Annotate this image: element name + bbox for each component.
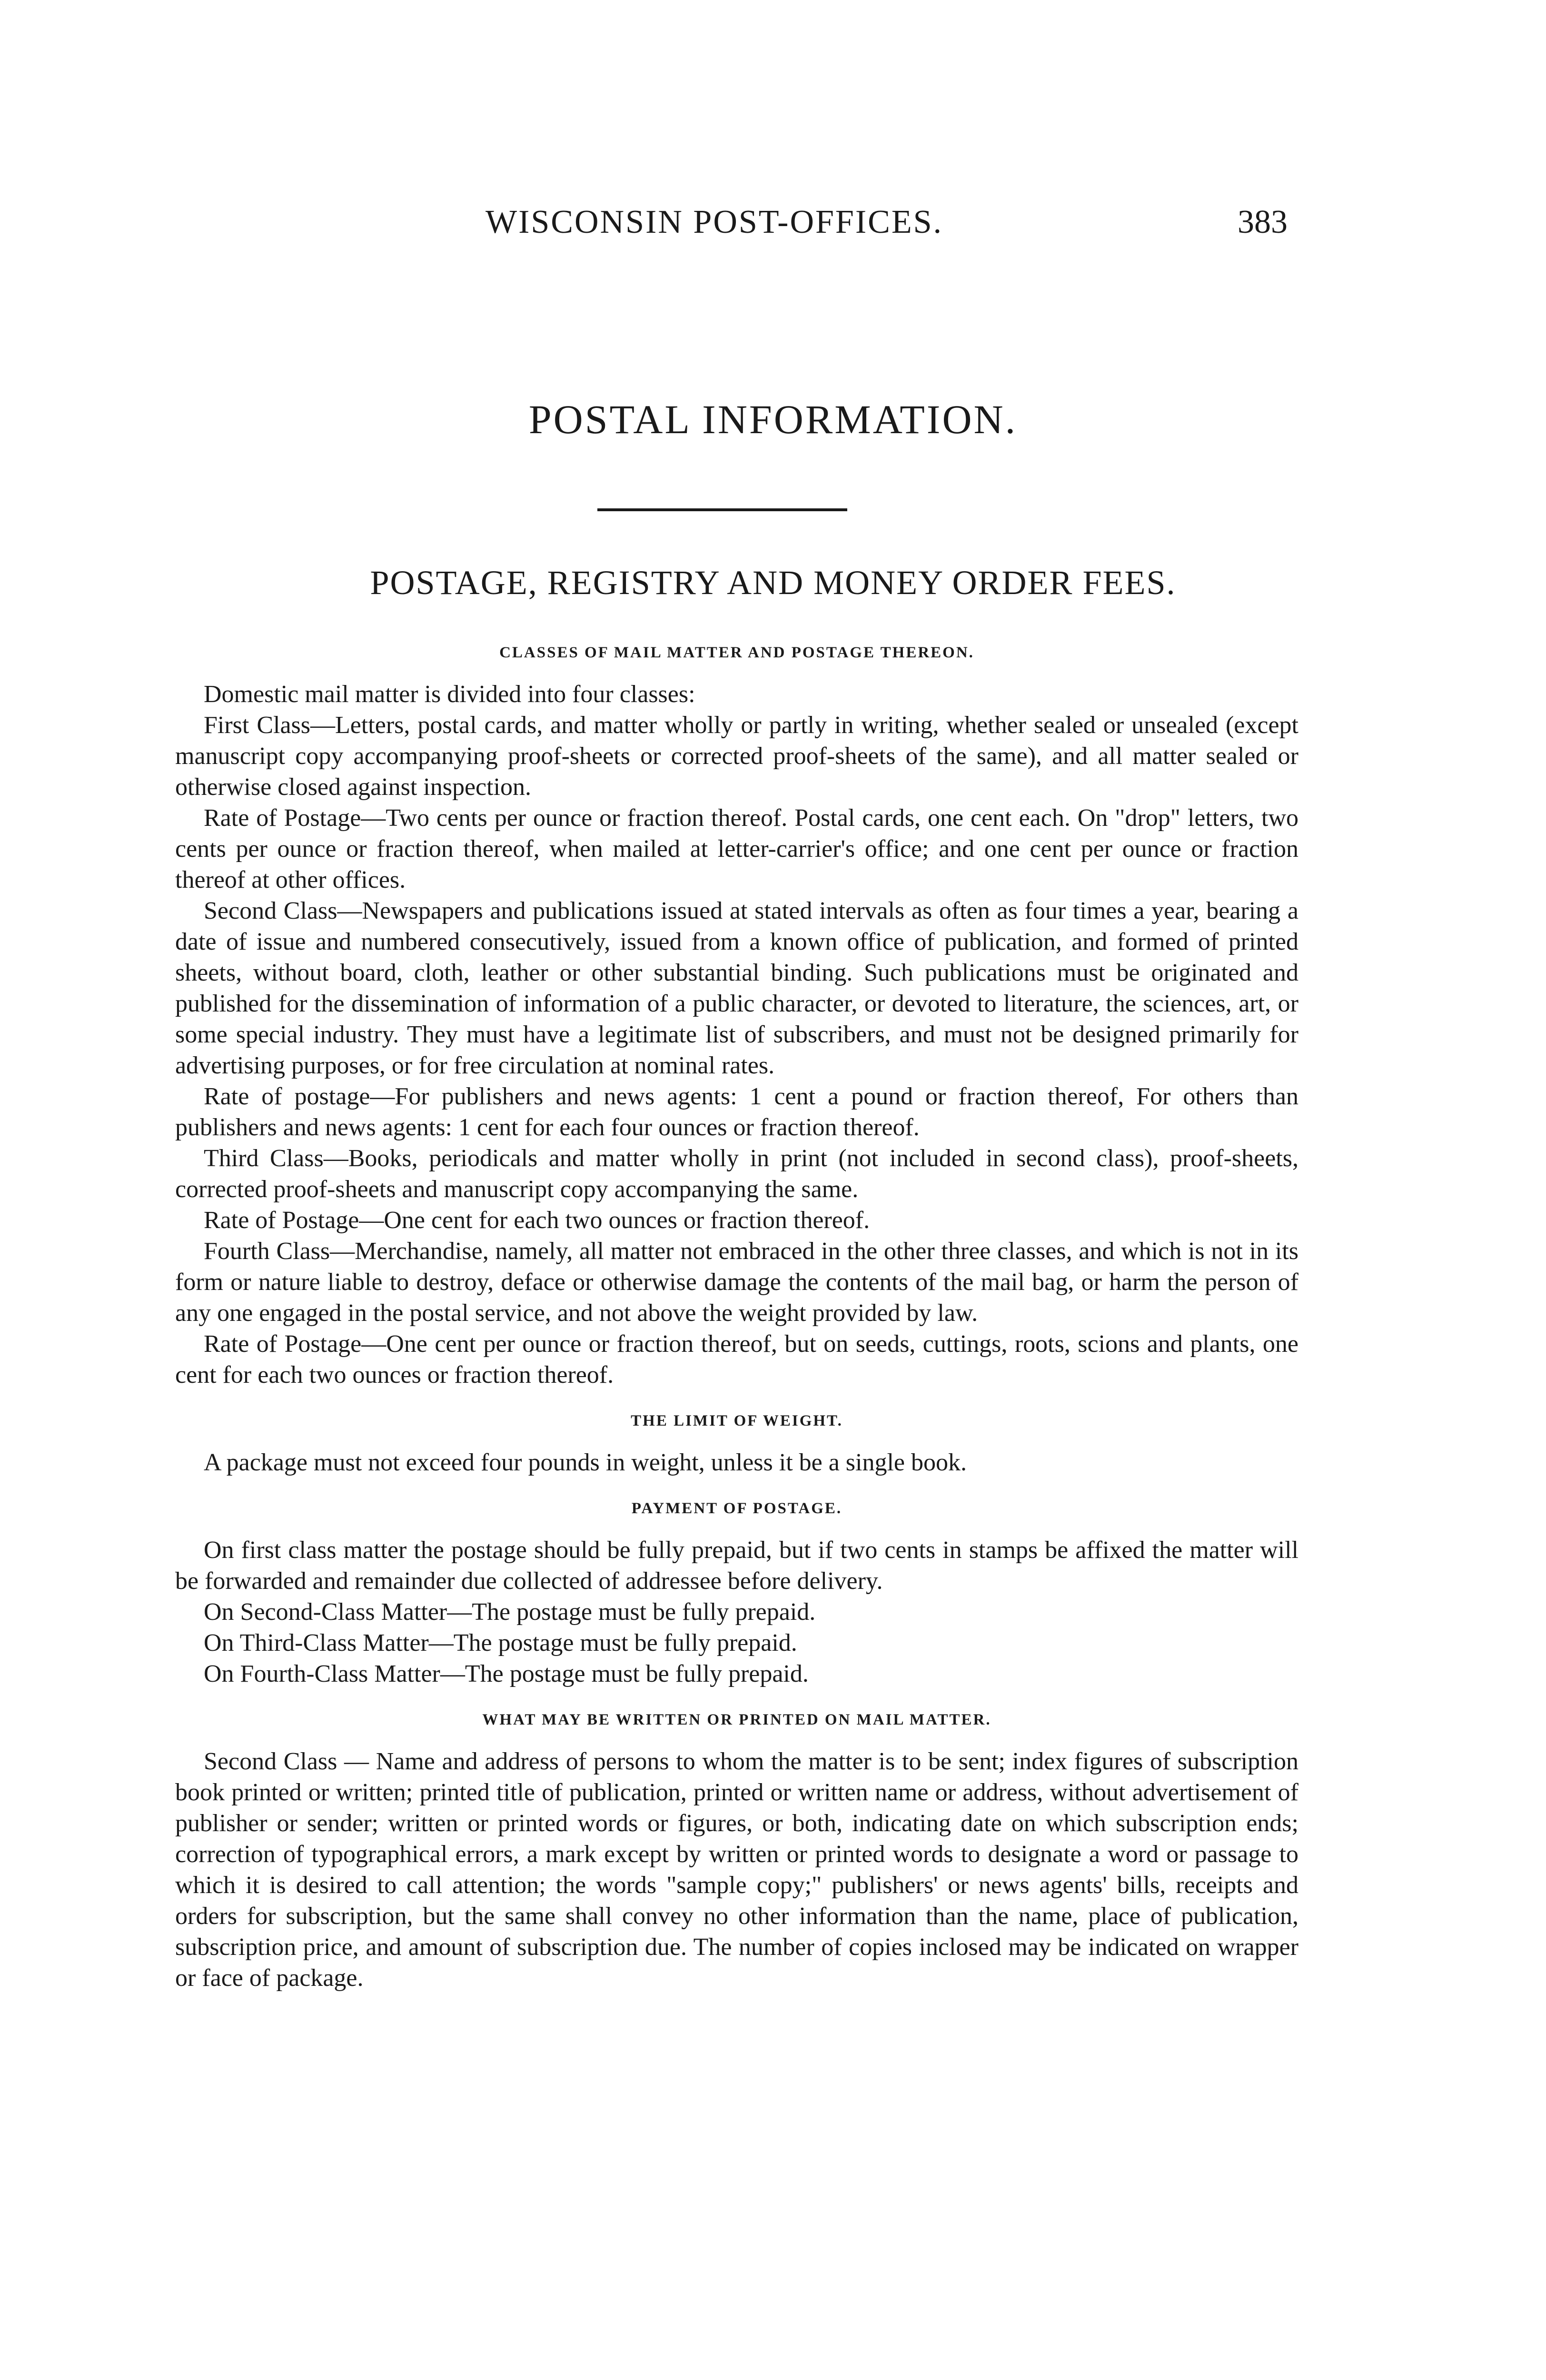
page-title: POSTAL INFORMATION.: [528, 397, 1018, 442]
section-written-printed: [175, 1689, 1298, 1993]
section-weight: [175, 1390, 1298, 1478]
running-title: WISCONSIN POST-OFFICES.: [486, 204, 943, 240]
paragraph: On Second-Class Matter—The postage must be fully prepaid.: [204, 1598, 816, 1626]
page-subtitle: POSTAGE, REGISTRY AND MONEY ORDER FEES.: [370, 564, 1176, 602]
title-divider: [597, 508, 847, 511]
body-text: [175, 645, 1298, 1993]
paragraph: Third Class—Books, periodicals and matter wholly in print (not included in second class), proof-sheets, corrected proof-sheets and manuscript copy accompanying the same.: [175, 1145, 1298, 1203]
paragraph: On Third-Class Matter—The postage must be fully prepaid.: [204, 1629, 797, 1656]
section-heading: PAYMENT OF POSTAGE.: [631, 1500, 842, 1517]
section-payment: [175, 1478, 1298, 1689]
paragraph: Second Class—Newspapers and publications issued at stated intervals as often as four times a year, bearing a date of issue and numbered consecutively, issued from a known office of publication, and formed of printed sheets, without board, cloth, leather or other substantial binding. Such publications must be originated and published for the dissemination of information of a public character, or devoted to literature, the sciences, art, or some special industry. They must have a legitimate list of subscribers, and must not be designed primarily for advertising purposes, or for free circulation at nominal rates.: [175, 897, 1298, 1079]
page-number: 383: [1238, 204, 1288, 240]
paragraph: First Class—Letters, postal cards, and matter wholly or partly in writing, whether sealed or unsealed (except manuscript copy accompanying proof-sheets or corrected proof-sheets of the same), and all matter sealed or otherwise closed against inspection.: [175, 712, 1298, 801]
section-heading: WHAT MAY BE WRITTEN OR PRINTED ON MAIL MATTER.: [482, 1711, 991, 1728]
paragraph: Rate of postage—For publishers and news agents: 1 cent a pound or fraction thereof, For others than publishers and news agents: 1 cent for each four ounces or fraction thereof.: [175, 1083, 1298, 1141]
paragraph: Rate of Postage—Two cents per ounce or fraction thereof. Postal cards, one cent each. On "drop" letters, two cents per ounce or fraction thereof, when mailed at letter-carrier's office; and one cent per ounce or fraction thereof at other offices.: [175, 804, 1298, 893]
paragraph: Domestic mail matter is divided into four classes:: [204, 681, 695, 708]
paragraph: Rate of Postage—One cent for each two ounces or fraction thereof.: [204, 1207, 870, 1234]
paragraph: On Fourth-Class Matter—The postage must be fully prepaid.: [204, 1660, 809, 1687]
paragraph: A package must not exceed four pounds in weight, unless it be a single book.: [204, 1449, 967, 1476]
paragraph: Rate of Postage—One cent per ounce or fraction thereof, but on seeds, cuttings, roots, scions and plants, one cent for each two ounces or fraction thereof.: [175, 1330, 1298, 1388]
section-heading: CLASSES OF MAIL MATTER AND POSTAGE THEREON.: [499, 644, 974, 661]
paragraph: Fourth Class—Merchandise, namely, all matter not embraced in the other three classes, and which is not in its form or nature liable to destroy, deface or otherwise damage the contents of the mail bag, or harm the person of any one engaged in the postal service, and not above the weight provided by law.: [175, 1238, 1298, 1327]
section-heading: THE LIMIT OF WEIGHT.: [631, 1412, 843, 1429]
paragraph: Second Class — Name and address of persons to whom the matter is to be sent; index figures of subscription book printed or written; printed title of publication, printed or written name or address, without advertisement of publisher or sender; written or printed words or figures, or both, indicating date on which subscription ends; correction of typographical errors, a mark except by written or printed words to designate a word or passage to which it is desired to call attention; the words "sample copy;" publishers' or news agents' bills, receipts and orders for subscription, but the same shall convey no other information than the name, place of publication, subscription price, and amount of subscription due. The number of copies inclosed may be indicated on wrapper or face of package.: [175, 1748, 1298, 1992]
section-classes: [175, 645, 1298, 1390]
paragraph: On first class matter the postage should be fully prepaid, but if two cents in stamps be affixed the matter will be forwarded and remainder due collected of addressee before delivery.: [175, 1537, 1298, 1595]
